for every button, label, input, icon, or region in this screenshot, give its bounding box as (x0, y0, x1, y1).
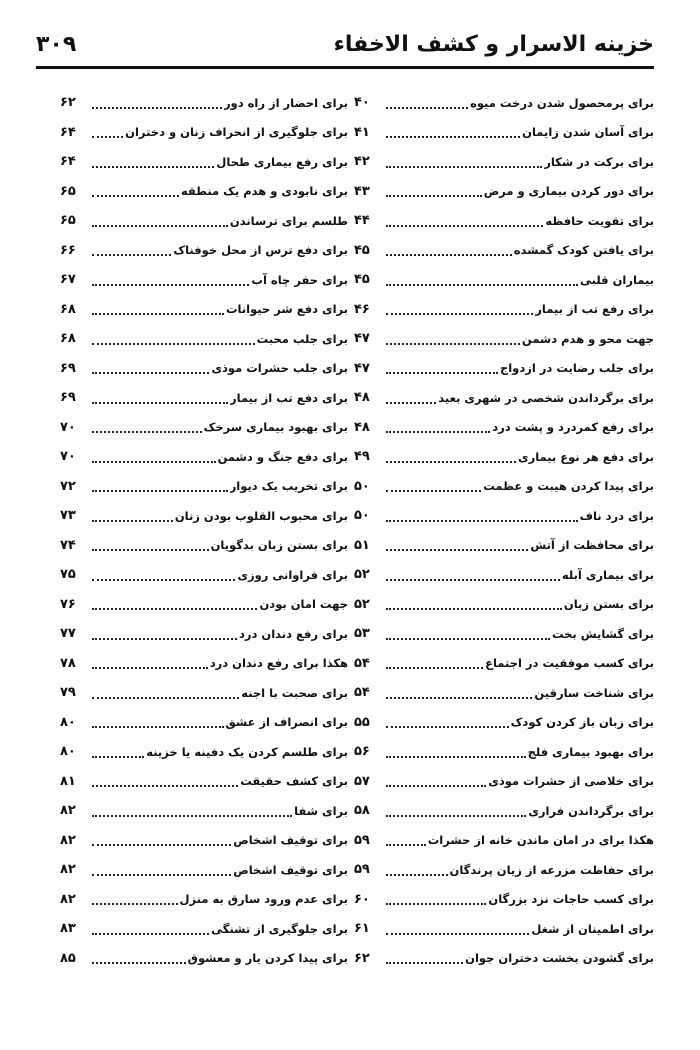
toc-entry-title: برای حفاظت مزرعه از زیان پرندگان (449, 862, 654, 877)
toc-entry-title: برای عدم ورود سارق به منزل (179, 892, 348, 907)
toc-entry-page: ۸۲ (60, 891, 76, 907)
toc-entry (60, 324, 348, 354)
toc-entry-page: ۴۸ (354, 390, 370, 406)
toc-entry (60, 147, 348, 177)
toc-entry-title: برای پرمحصول شدن درخت میوه (470, 95, 654, 110)
toc-entry (354, 442, 654, 472)
toc-entry-title: برای کشف حقیقت (240, 774, 348, 789)
dot-leader (386, 814, 526, 817)
toc-column-right (354, 88, 654, 973)
toc-entry-page: ۵۹ (354, 862, 370, 878)
toc-entry-title: برای رفع دندان درد (238, 626, 348, 641)
dot-leader (92, 902, 178, 905)
toc-entry (60, 531, 348, 561)
toc-entry-page: ۶۸ (60, 331, 76, 347)
dot-leader (386, 784, 486, 787)
toc-entry-page: ۶۴ (60, 124, 76, 140)
toc-entry (354, 914, 654, 944)
dot-leader (92, 578, 235, 581)
toc-entry-title: برای بهبود بیماری فلج (527, 744, 654, 759)
toc-entry-page: ۶۷ (60, 272, 76, 288)
toc-entry-title: برای جلوگیری از انحراف زنان و دختران (125, 125, 348, 140)
toc-entry-page: ۵۷ (354, 773, 370, 789)
toc-entry (60, 442, 348, 472)
toc-entry-page: ۶۱ (354, 921, 370, 937)
dot-leader (386, 371, 498, 374)
toc-entry-page: ۵۶ (354, 744, 370, 760)
toc-entry-page: ۵۱ (354, 537, 370, 553)
dot-leader (386, 725, 509, 728)
toc-entry (354, 855, 654, 885)
toc-entry-page: ۵۴ (354, 685, 370, 701)
dot-leader (92, 637, 237, 640)
toc-entry (60, 796, 348, 826)
dot-leader (386, 194, 482, 197)
toc-entry-title: برای صحبت با اجنه (241, 685, 348, 700)
toc-entry-title: برای رفع بیماری طحال (216, 154, 348, 169)
toc-entry-page: ۷۴ (60, 537, 76, 553)
toc-entry-title: برای گشایش بخت (551, 626, 654, 641)
toc-entry-title: برای دور کردن بیماری و مرض (483, 184, 654, 199)
toc-entry (60, 177, 348, 207)
toc-entry-title: برای کسب حاجات نزد بزرگان (488, 892, 654, 907)
toc-entry-page: ۶۹ (60, 360, 76, 376)
toc-entry-title: برای دفع شر حیوانات (225, 302, 348, 317)
toc-entry-page: ۴۴ (354, 213, 370, 229)
toc-entry-title: برای جلب حشرات موذی (211, 361, 348, 376)
toc-entry-title: برای طلسم کردن یک دفینه یا خزینه (146, 744, 348, 759)
toc-entry (354, 177, 654, 207)
toc-entry-title: برای شناخت سارقین (534, 685, 654, 700)
toc-entry-title: برای محافظت از آتش (530, 538, 654, 553)
toc-entry-title: برای گشودن بخشت دختران جوان (465, 951, 654, 966)
toc-entry-title: برای بستن زبان (563, 597, 654, 612)
toc-entry (60, 265, 348, 295)
dot-leader (92, 401, 228, 404)
toc-entry-page: ۸۲ (60, 832, 76, 848)
toc-entry (60, 855, 348, 885)
toc-entry-title: جهت امان بودن (259, 597, 348, 612)
toc-entry-title: برای محبوب القلوب بودن زنان (174, 508, 348, 523)
toc-entry-title: جهت محو و هدم دشمن (521, 331, 654, 346)
toc-entry-title: برای بستن زبان بدگویان (210, 538, 348, 553)
dot-leader (386, 578, 560, 581)
toc-entry-page: ۸۲ (60, 803, 76, 819)
toc-entry-page: ۶۰ (354, 891, 370, 907)
dot-leader (92, 283, 249, 286)
toc-entry-title: برای جلب محبت (256, 331, 348, 346)
toc-entry (354, 88, 654, 118)
toc-entry-page: ۶۵ (60, 213, 76, 229)
toc-entry (60, 354, 348, 384)
dot-leader (386, 253, 512, 256)
toc-entry (60, 472, 348, 502)
toc-entry (354, 590, 654, 620)
dot-leader (92, 666, 208, 669)
dot-leader (92, 548, 209, 551)
toc-entry-title: هکذا برای در امان ماندن خانه از حشرات (427, 833, 654, 848)
toc-entry-page: ۷۰ (60, 419, 76, 435)
toc-entry-page: ۵۵ (354, 714, 370, 730)
toc-entry (354, 413, 654, 443)
toc-entry-title: برای جلب رضایت در ازدواج (499, 361, 654, 376)
toc-entry (60, 885, 348, 915)
toc-entry-title: برای دفع ترس از محل خوفناک (173, 243, 348, 258)
dot-leader (92, 371, 209, 374)
toc-entry-title: هکذا برای رفع دندان درد (209, 656, 348, 671)
dot-leader (386, 430, 490, 433)
toc-entry-title: برای کسب موفقیت در اجتماع (485, 656, 654, 671)
toc-entry (354, 737, 654, 767)
toc-entry-title: برای درد ناف (579, 508, 654, 523)
dot-leader (386, 401, 436, 404)
dot-leader (92, 106, 222, 109)
toc-entry (60, 560, 348, 590)
toc-entry (354, 236, 654, 266)
toc-entry (354, 826, 654, 856)
toc-entry-title: برای آسان شدن زایمان (522, 125, 654, 140)
dot-leader (92, 725, 224, 728)
toc-entry-title: برای برگرداندن شخصی در شهری بعید (438, 390, 654, 405)
page-number: ۳۰۹ (36, 32, 77, 57)
dot-leader (386, 135, 520, 138)
toc-entry-page: ۸۱ (60, 773, 76, 789)
toc-entry (60, 619, 348, 649)
toc-entry-page: ۸۳ (60, 921, 76, 937)
toc-entry-title: برای یافتن کودک گمشده (513, 243, 654, 258)
toc-entry-page: ۸۲ (60, 862, 76, 878)
toc-entry-title: برای خلاصی از حشرات موذی (488, 774, 654, 789)
dot-leader (386, 283, 578, 286)
toc-entry-title: برای زبان باز کردن کودک (510, 715, 654, 730)
toc-entry-page: ۶۴ (60, 154, 76, 170)
dot-leader (386, 843, 426, 846)
toc-entry-page: ۴۳ (354, 183, 370, 199)
toc-entry (60, 501, 348, 531)
toc-entry-page: ۴۶ (354, 301, 370, 317)
dot-leader (386, 106, 468, 109)
toc-entry-page: ۶۲ (60, 95, 76, 111)
dot-leader (386, 961, 463, 964)
dot-leader (92, 460, 216, 463)
toc-entry-page: ۷۲ (60, 478, 76, 494)
toc-entry (354, 295, 654, 325)
toc-entry-page: ۸۰ (60, 714, 76, 730)
toc-entry-page: ۷۶ (60, 596, 76, 612)
toc-entry-title: برای دفع هر نوع بیماری (518, 449, 654, 464)
toc-entry (60, 767, 348, 797)
dot-leader (92, 430, 202, 433)
toc-entry-title: برای بهبود بیماری سرخک (203, 420, 348, 435)
toc-entry (60, 88, 348, 118)
toc-entry-page: ۴۵ (354, 272, 370, 288)
dot-leader (92, 607, 257, 610)
dot-leader (92, 135, 123, 138)
dot-leader (92, 165, 214, 168)
toc-entry (354, 472, 654, 502)
toc-entry (354, 147, 654, 177)
toc-entry (354, 324, 654, 354)
toc-entry-page: ۶۶ (60, 242, 76, 258)
book-title: خزینه الاسرار و کشف الاخفاء (333, 32, 654, 57)
toc-entry-title: برای تقویت حافظه (545, 213, 654, 228)
toc-entry-page: ۴۷ (354, 331, 370, 347)
dot-leader (386, 932, 529, 935)
toc-entry (60, 295, 348, 325)
toc-entry-page: ۷۵ (60, 567, 76, 583)
dot-leader (386, 519, 578, 522)
toc-entry-page: ۶۵ (60, 183, 76, 199)
toc-entry-page: ۶۹ (60, 390, 76, 406)
toc-entry-title: برای نابودی و هدم یک منطقه (180, 184, 348, 199)
toc-entry (354, 619, 654, 649)
toc-entry-title: برای اطمینان از شغل (531, 921, 654, 936)
dot-leader (386, 637, 550, 640)
toc-entry-title: برای تخریب یک دیوار (229, 479, 348, 494)
dot-leader (92, 961, 186, 964)
toc-entry (354, 767, 654, 797)
toc-entry-title: برای احضار از راه دور (223, 95, 348, 110)
toc-entry-title: برای دفع تب از بیمار (230, 390, 348, 405)
toc-entry-page: ۴۵ (354, 242, 370, 258)
toc-entry (354, 354, 654, 384)
toc-entry (354, 560, 654, 590)
toc-entry-page: ۵۴ (354, 655, 370, 671)
toc-entry-page: ۵۹ (354, 832, 370, 848)
toc-entry-title: برای دفع جنگ و دشمن (217, 449, 348, 464)
dot-leader (92, 519, 173, 522)
toc-entry-page: ۷۰ (60, 449, 76, 465)
toc-entry-title: برای رفع تب از بیمار (535, 302, 654, 317)
toc-entry-title: برای انصراف از عشق (225, 715, 348, 730)
dot-leader (386, 696, 532, 699)
toc-entry (354, 265, 654, 295)
toc-entry-page: ۸۵ (60, 950, 76, 966)
toc-entry (60, 826, 348, 856)
toc-entry-title: برای حفر چاه آب (251, 272, 348, 287)
dot-leader (92, 194, 179, 197)
toc-entry-title: برای فراوانی روزی (237, 567, 348, 582)
dot-leader (386, 607, 562, 610)
dot-leader (92, 932, 209, 935)
toc-entry-title: بیماران قلبی (580, 272, 654, 287)
toc-entry-page: ۴۱ (354, 124, 370, 140)
toc-entry (60, 236, 348, 266)
dot-leader (386, 548, 528, 551)
dot-leader (386, 342, 520, 345)
toc-entry-page: ۶۸ (60, 301, 76, 317)
toc-entry-page: ۷۹ (60, 685, 76, 701)
toc-entry (354, 708, 654, 738)
toc-entry-page: ۵۲ (354, 567, 370, 583)
toc-entry (354, 944, 654, 974)
dot-leader (386, 873, 448, 876)
page-header (36, 30, 654, 69)
toc-entry (60, 678, 348, 708)
toc-entry-title: برای شفا (294, 803, 348, 818)
toc-entry-title: برای جلوگیری از تشنگی (211, 921, 348, 936)
dot-leader (386, 165, 542, 168)
toc-entry (354, 206, 654, 236)
toc-entry-page: ۵۲ (354, 596, 370, 612)
toc-entry-page: ۵۰ (354, 478, 370, 494)
toc-entry (60, 206, 348, 236)
dot-leader (386, 489, 481, 492)
dot-leader (92, 253, 171, 256)
dot-leader (92, 342, 255, 345)
toc-entry (354, 796, 654, 826)
toc-entry (354, 531, 654, 561)
dot-leader (92, 843, 231, 846)
toc-entry (354, 501, 654, 531)
dot-leader (386, 460, 516, 463)
toc-entry-page: ۵۳ (354, 626, 370, 642)
toc-entry-title: برای بیماری آبله (561, 567, 654, 582)
dot-leader (92, 312, 224, 315)
toc-entry (60, 590, 348, 620)
toc-entry-title: برای توقیف اشخاص (233, 833, 348, 848)
toc-entry-page: ۵۸ (354, 803, 370, 819)
toc-entry (354, 678, 654, 708)
toc-entry-page: ۵۰ (354, 508, 370, 524)
toc-entry-page: ۴۸ (354, 419, 370, 435)
dot-leader (386, 755, 526, 758)
dot-leader (92, 755, 144, 758)
dot-leader (386, 902, 486, 905)
toc-entry (60, 737, 348, 767)
dot-leader (92, 784, 238, 787)
toc-entry-page: ۷۳ (60, 508, 76, 524)
toc-entry (354, 383, 654, 413)
toc-entry (354, 118, 654, 148)
toc-entry (60, 118, 348, 148)
toc-column-left (60, 88, 348, 973)
toc-entry-page: ۴۹ (354, 449, 370, 465)
toc-entry-title: برای پیدا کردن یار و معشوق (187, 951, 348, 966)
dot-leader (92, 814, 292, 817)
toc-entry (354, 649, 654, 679)
toc-entry-page: ۶۲ (354, 950, 370, 966)
toc-entry-page: ۴۷ (354, 360, 370, 376)
toc-entry (60, 649, 348, 679)
toc-entry-title: برای پیدا کردن هیبت و عظمت (483, 479, 654, 494)
toc-entry-page: ۷۷ (60, 626, 76, 642)
toc-entry-title: برای برکت در شکار (544, 154, 654, 169)
toc-entry-title: طلسم برای ترساندن (229, 213, 348, 228)
toc-entry (60, 383, 348, 413)
dot-leader (386, 224, 543, 227)
dot-leader (92, 489, 228, 492)
toc-entry-page: ۴۲ (354, 154, 370, 170)
dot-leader (92, 873, 231, 876)
dot-leader (386, 666, 483, 669)
toc-entry (60, 944, 348, 974)
toc-entry (354, 885, 654, 915)
toc-entry-title: برای رفع کمردرد و پشت درد (492, 420, 654, 435)
toc-entry-title: برای برگرداندن فراری (528, 803, 654, 818)
toc-entry (60, 708, 348, 738)
toc-entry-page: ۴۰ (354, 95, 370, 111)
dot-leader (92, 224, 228, 227)
toc-entry (60, 413, 348, 443)
dot-leader (386, 312, 533, 315)
toc-entry-page: ۷۸ (60, 655, 76, 671)
dot-leader (92, 696, 239, 699)
toc-entry-title: برای توقیف اشخاص (233, 862, 348, 877)
toc-entry (60, 914, 348, 944)
toc-entry-page: ۸۰ (60, 744, 76, 760)
